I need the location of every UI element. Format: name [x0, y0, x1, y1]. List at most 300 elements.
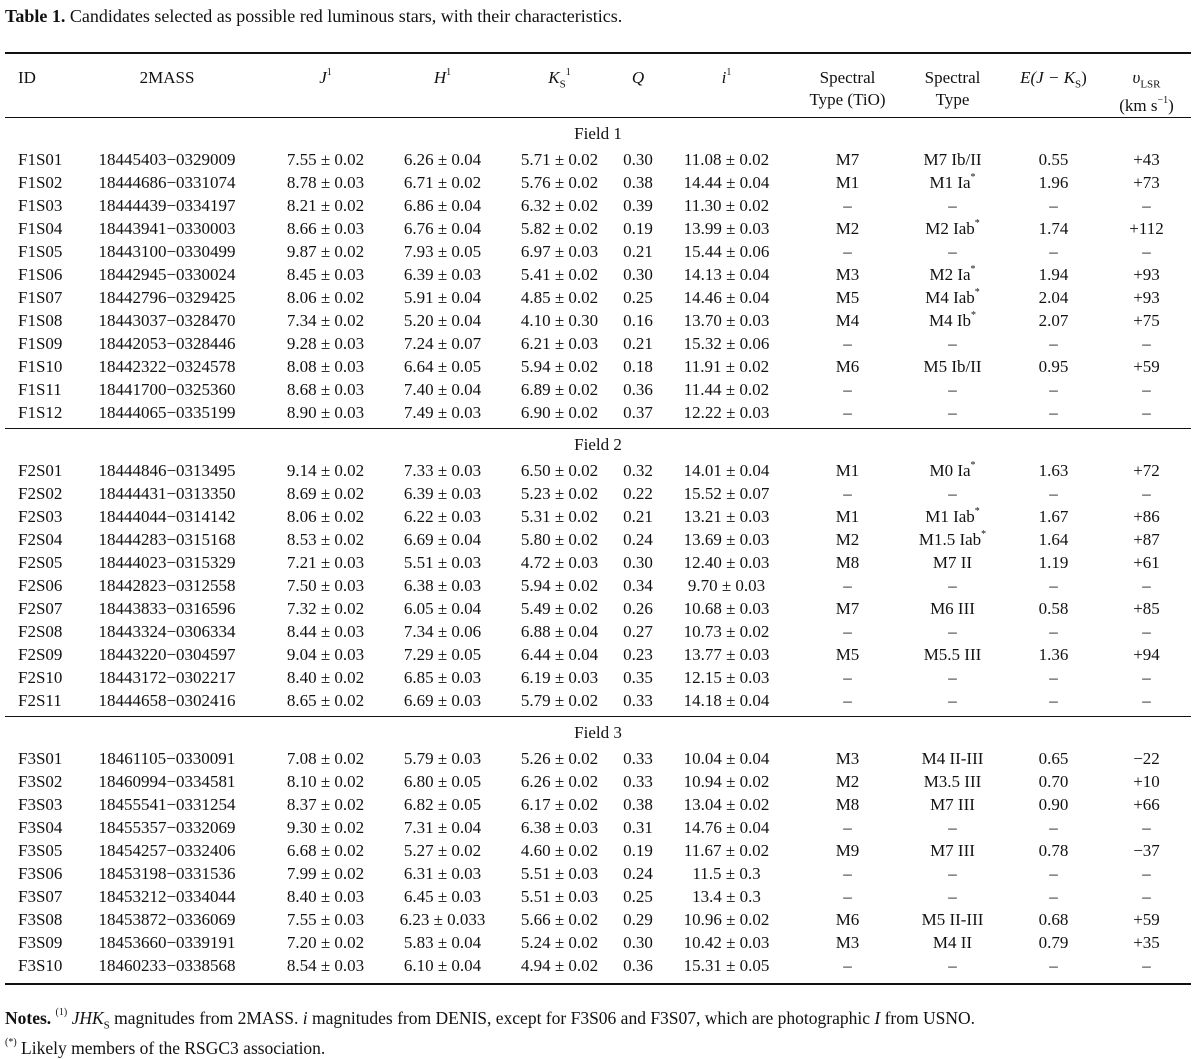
cell-ejk: – — [1049, 242, 1058, 262]
cell-q: 0.34 — [623, 576, 653, 596]
table-row — [5, 745, 1191, 770]
table-row — [5, 862, 1191, 885]
cell-i: 11.67 ± 0.02 — [683, 841, 770, 861]
cell-h: 6.69 ± 0.04 — [403, 530, 482, 550]
cell-ejk: 0.65 — [1038, 749, 1069, 769]
table-row — [5, 505, 1191, 528]
cell-ejk: 1.36 — [1038, 645, 1069, 665]
cell-ejk: – — [1049, 668, 1058, 688]
cell-sptype-tio: – — [843, 242, 852, 262]
cell-sptype-tio: – — [843, 887, 852, 907]
cell-ejk: – — [1049, 576, 1058, 596]
cell-sptype-tio: – — [843, 576, 852, 596]
cell-sptype: M1.5 Iab* — [918, 529, 987, 550]
cell-i: 13.04 ± 0.02 — [683, 795, 770, 815]
cell-id: F3S10 — [5, 954, 67, 984]
table-row — [5, 620, 1191, 643]
cell-sptype-tio: M2 — [835, 219, 860, 239]
cell-ejk: – — [1005, 689, 1102, 717]
cell-sptype-tio: – — [843, 864, 852, 884]
cell-ks: 6.89 ± 0.02 — [520, 380, 599, 400]
cell-i: 10.68 ± 0.03 — [683, 599, 770, 619]
cell-vlsr: +43 — [1133, 150, 1160, 170]
cell-2mass: 18443220−0304597 — [98, 645, 236, 665]
cell-q: 0.31 — [623, 818, 653, 838]
col-header-j: $J^1$ — [267, 53, 384, 118]
table-row — [5, 551, 1191, 574]
cell-2mass: 18444686−0331074 — [98, 173, 236, 193]
table-row — [5, 171, 1191, 194]
cell-2mass: 18442823−0312558 — [98, 576, 236, 596]
col-header-id: ID — [5, 53, 67, 118]
cell-ks: 6.90 ± 0.02 — [501, 401, 618, 429]
cell-id: F3S03 — [18, 795, 63, 815]
cell-2mass: 18453212−0334044 — [98, 887, 236, 907]
col-header-h: $H^1$ — [384, 53, 501, 118]
cell-sptype-tio: M9 — [835, 841, 860, 861]
cell-id: F2S01 — [18, 461, 63, 481]
table-caption — [5, 6, 1195, 27]
notes-i: i — [302, 1008, 308, 1028]
cell-j: 8.78 ± 0.03 — [286, 173, 365, 193]
cell-ks: 5.80 ± 0.02 — [520, 530, 599, 550]
cell-j: 8.40 ± 0.02 — [286, 668, 365, 688]
cell-sptype: – — [948, 484, 957, 504]
cell-sptype: M2 Iab* — [925, 218, 980, 239]
cell-vlsr: – — [1142, 484, 1151, 504]
cell-sptype-tio: – — [843, 484, 852, 504]
field-heading-row — [5, 429, 1191, 458]
cell-ejk: 0.70 — [1038, 772, 1069, 792]
cell-q: 0.22 — [623, 484, 653, 504]
cell-i: 14.76 ± 0.04 — [683, 818, 770, 838]
cell-ejk: 0.90 — [1038, 795, 1069, 815]
cell-ks: 5.23 ± 0.02 — [520, 484, 599, 504]
cell-sptype-tio: M1 — [835, 461, 860, 481]
cell-id: F1S05 — [18, 242, 63, 262]
cell-q: 0.33 — [623, 749, 653, 769]
cell-q: 0.26 — [623, 599, 653, 619]
cell-vlsr: – — [1102, 689, 1191, 717]
cell-j: 9.04 ± 0.03 — [286, 645, 365, 665]
cell-2mass: 18444065−0335199 — [67, 401, 267, 429]
cell-id: F1S12 — [5, 401, 67, 429]
cell-q: 0.16 — [623, 311, 653, 331]
table-row — [5, 309, 1191, 332]
cell-ejk: – — [1049, 380, 1058, 400]
cell-2mass: 18442945−0330024 — [98, 265, 236, 285]
cell-i: 10.73 ± 0.02 — [683, 622, 770, 642]
cell-ks: 6.97 ± 0.03 — [520, 242, 599, 262]
cell-ejk: – — [1049, 887, 1058, 907]
cell-h: 5.27 ± 0.02 — [403, 841, 482, 861]
field-heading-row — [5, 717, 1191, 746]
cell-ejk: 0.78 — [1038, 841, 1069, 861]
cell-sptype: M7 III — [930, 795, 975, 815]
cell-sptype: M1 Ia* — [929, 172, 976, 193]
cell-h: 6.31 ± 0.03 — [403, 864, 482, 884]
cell-h: 6.82 ± 0.05 — [403, 795, 482, 815]
col-header-q: Q — [618, 53, 658, 118]
cell-ks: 5.82 ± 0.02 — [520, 219, 599, 239]
cell-vlsr: −22 — [1133, 749, 1160, 769]
membership-marker: * — [970, 172, 976, 184]
cell-vlsr: – — [1142, 668, 1151, 688]
cell-sptype: – — [948, 380, 957, 400]
table-row — [5, 217, 1191, 240]
cell-ejk: – — [1049, 196, 1058, 216]
cell-ks: 6.26 ± 0.02 — [520, 772, 599, 792]
table-notes — [5, 1007, 1197, 1059]
cell-i: 14.44 ± 0.04 — [683, 173, 770, 193]
cell-sptype: M3.5 III — [923, 772, 982, 792]
cell-sptype: – — [948, 887, 957, 907]
cell-i: 14.13 ± 0.04 — [683, 265, 770, 285]
cell-q: 0.23 — [623, 645, 653, 665]
cell-i: 11.30 ± 0.02 — [683, 196, 770, 216]
cell-j: 8.68 ± 0.03 — [286, 380, 365, 400]
cell-ks: 5.49 ± 0.02 — [520, 599, 599, 619]
cell-ejk: 1.94 — [1038, 265, 1069, 285]
cell-sptype-tio: M4 — [835, 311, 860, 331]
cell-h: 5.20 ± 0.04 — [403, 311, 482, 331]
table-row — [5, 954, 1191, 984]
cell-j: 7.21 ± 0.03 — [286, 553, 365, 573]
cell-j: 8.53 ± 0.02 — [286, 530, 365, 550]
cell-ks: 4.72 ± 0.03 — [520, 553, 599, 573]
cell-h: 5.51 ± 0.03 — [403, 553, 482, 573]
cell-2mass: 18443833−0316596 — [98, 599, 236, 619]
cell-id: F2S09 — [18, 645, 63, 665]
cell-sptype: M4 Iab* — [925, 287, 980, 308]
cell-sptype-tio: M1 — [835, 173, 860, 193]
field-heading-row — [5, 118, 1191, 147]
cell-ks: 6.50 ± 0.02 — [520, 461, 599, 481]
cell-ejk: 0.68 — [1038, 910, 1069, 930]
table-row — [5, 666, 1191, 689]
cell-vlsr: – — [1142, 818, 1151, 838]
cell-vlsr: −37 — [1133, 841, 1160, 861]
cell-i: 13.77 ± 0.03 — [683, 645, 770, 665]
cell-ejk: 0.79 — [1038, 933, 1069, 953]
cell-vlsr: +112 — [1129, 219, 1164, 239]
table-row — [5, 528, 1191, 551]
field-heading: Field 1 — [574, 124, 622, 144]
cell-ks: 5.66 ± 0.02 — [520, 910, 599, 930]
cell-id: F2S02 — [18, 484, 63, 504]
cell-sptype: – — [948, 242, 957, 262]
cell-h: 6.76 ± 0.04 — [403, 219, 482, 239]
cell-2mass: 18444439−0334197 — [98, 196, 236, 216]
cell-q: 0.27 — [623, 622, 653, 642]
cell-sptype-tio: – — [795, 401, 900, 429]
cell-q: 0.29 — [623, 910, 653, 930]
membership-marker: * — [974, 506, 980, 518]
cell-ejk: 2.04 — [1038, 288, 1069, 308]
table-row — [5, 286, 1191, 309]
cell-vlsr: +75 — [1133, 311, 1160, 331]
cell-sptype: – — [900, 954, 1005, 984]
cell-sptype-tio: M1 — [835, 507, 860, 527]
cell-h: 7.24 ± 0.07 — [403, 334, 482, 354]
cell-j: 8.06 ± 0.02 — [286, 507, 365, 527]
membership-marker: * — [974, 287, 980, 299]
cell-id: F2S08 — [18, 622, 63, 642]
cell-ejk: – — [1049, 334, 1058, 354]
cell-sptype: – — [948, 196, 957, 216]
cell-q: 0.21 — [623, 334, 653, 354]
cell-j: 8.65 ± 0.02 — [267, 689, 384, 717]
notes-text-1a: magnitudes from 2MASS. — [109, 1008, 303, 1028]
cell-j: 8.69 ± 0.02 — [286, 484, 365, 504]
cell-ks: 6.17 ± 0.02 — [520, 795, 599, 815]
table-row — [5, 240, 1191, 263]
cell-2mass: 18443941−0330003 — [98, 219, 236, 239]
cell-h: 7.49 ± 0.03 — [384, 401, 501, 429]
cell-2mass: 18443100−0330499 — [98, 242, 236, 262]
cell-q: 0.24 — [623, 530, 653, 550]
cell-j: 8.54 ± 0.03 — [267, 954, 384, 984]
cell-j: 7.34 ± 0.02 — [286, 311, 365, 331]
cell-vlsr: +93 — [1133, 265, 1160, 285]
cell-i: 10.42 ± 0.03 — [683, 933, 770, 953]
cell-sptype-tio: – — [795, 954, 900, 984]
cell-j: 6.68 ± 0.02 — [286, 841, 365, 861]
cell-h: 7.40 ± 0.04 — [403, 380, 482, 400]
cell-ejk: 1.64 — [1038, 530, 1069, 550]
cell-2mass: 18444846−0313495 — [98, 461, 236, 481]
cell-ejk: – — [1049, 622, 1058, 642]
cell-j: 8.08 ± 0.03 — [286, 357, 365, 377]
cell-vlsr: +59 — [1133, 357, 1160, 377]
cell-sptype-tio: – — [843, 668, 852, 688]
cell-j: 8.37 ± 0.02 — [286, 795, 365, 815]
cell-h: 6.10 ± 0.04 — [384, 954, 501, 984]
cell-id: F2S06 — [18, 576, 63, 596]
cell-sptype: M1 Iab* — [925, 506, 980, 527]
cell-ks: 6.32 ± 0.02 — [520, 196, 599, 216]
cell-q: 0.33 — [618, 689, 658, 717]
cell-j: 7.20 ± 0.02 — [286, 933, 365, 953]
cell-vlsr: +61 — [1133, 553, 1160, 573]
cell-i: 13.99 ± 0.03 — [683, 219, 770, 239]
cell-2mass: 18442796−0329425 — [98, 288, 236, 308]
cell-id: F2S10 — [18, 668, 63, 688]
cell-vlsr: – — [1142, 864, 1151, 884]
cell-vlsr: +86 — [1133, 507, 1160, 527]
cell-ejk: 0.95 — [1038, 357, 1069, 377]
cell-2mass: 18444431−0313350 — [98, 484, 236, 504]
cell-h: 6.86 ± 0.04 — [403, 196, 482, 216]
cell-sptype-tio: M6 — [835, 910, 860, 930]
cell-sptype: – — [948, 864, 957, 884]
cell-ks: 5.31 ± 0.02 — [520, 507, 599, 527]
cell-id: F2S07 — [18, 599, 63, 619]
cell-id: F3S01 — [18, 749, 63, 769]
cell-sptype-tio: M5 — [835, 288, 860, 308]
table-row — [5, 839, 1191, 862]
notes-jhk: JHK — [71, 1008, 104, 1028]
cell-h: 6.05 ± 0.04 — [403, 599, 482, 619]
cell-ejk: 1.63 — [1038, 461, 1069, 481]
cell-ejk: – — [1005, 954, 1102, 984]
cell-id: F2S03 — [18, 507, 63, 527]
field-heading: Field 2 — [574, 435, 622, 455]
cell-j: 8.45 ± 0.03 — [286, 265, 365, 285]
cell-i: 11.5 ± 0.3 — [692, 864, 761, 884]
cell-sptype: M5 Ib/II — [923, 357, 982, 377]
cell-q: 0.36 — [623, 380, 653, 400]
cell-i: 12.22 ± 0.03 — [658, 401, 795, 429]
cell-sptype-tio: M2 — [835, 530, 860, 550]
cell-h: 6.23 ± 0.033 — [399, 910, 486, 930]
cell-sptype-tio: M7 — [835, 150, 860, 170]
cell-i: 14.18 ± 0.04 — [658, 689, 795, 717]
cell-q: 0.19 — [623, 841, 653, 861]
table-row — [5, 457, 1191, 482]
cell-id: F1S01 — [18, 150, 63, 170]
notes-I: I — [874, 1008, 881, 1028]
cell-id: F1S03 — [18, 196, 63, 216]
table-row — [5, 597, 1191, 620]
cell-q: 0.19 — [623, 219, 653, 239]
cell-i: 9.70 ± 0.03 — [687, 576, 766, 596]
table-row — [5, 689, 1191, 717]
notes-text-2: Likely members of the RSGC3 association. — [16, 1037, 326, 1058]
cell-q: 0.39 — [623, 196, 653, 216]
cell-2mass: 18453660−0339191 — [98, 933, 236, 953]
cell-2mass: 18454257−0332406 — [98, 841, 236, 861]
cell-id: F3S08 — [18, 910, 63, 930]
cell-ejk: – — [1049, 484, 1058, 504]
col-header-ks: $K_S^1$ — [501, 53, 618, 118]
cell-sptype-tio: M8 — [835, 795, 860, 815]
field-1-group — [5, 118, 1191, 429]
cell-ks: 4.94 ± 0.02 — [501, 954, 618, 984]
cell-sptype: M7 II — [932, 553, 973, 573]
col-header-ejk: $E(J - K_S)$ — [1005, 53, 1102, 118]
cell-j: 7.99 ± 0.02 — [286, 864, 365, 884]
cell-j: 8.10 ± 0.02 — [286, 772, 365, 792]
notes-text-1b: magnitudes from DENIS, except for F3S06 and F3S07, which are photographic — [307, 1008, 875, 1028]
cell-vlsr: – — [1102, 954, 1191, 984]
table-row — [5, 770, 1191, 793]
cell-sptype-tio: M7 — [835, 599, 860, 619]
cell-q: 0.35 — [623, 668, 653, 688]
cell-2mass: 18455541−0331254 — [98, 795, 236, 815]
cell-id: F1S06 — [18, 265, 63, 285]
cell-id: F1S09 — [18, 334, 63, 354]
cell-vlsr: – — [1142, 622, 1151, 642]
cell-h: 6.85 ± 0.03 — [403, 668, 482, 688]
cell-ks: 5.24 ± 0.02 — [520, 933, 599, 953]
cell-h: 7.29 ± 0.05 — [403, 645, 482, 665]
cell-q: 0.25 — [623, 887, 653, 907]
cell-h: 6.38 ± 0.03 — [403, 576, 482, 596]
cell-h: 7.93 ± 0.05 — [403, 242, 482, 262]
cell-q: 0.38 — [623, 173, 653, 193]
cell-i: 13.70 ± 0.03 — [683, 311, 770, 331]
cell-id: F2S05 — [18, 553, 63, 573]
cell-vlsr: – — [1142, 380, 1151, 400]
membership-marker: * — [971, 310, 977, 322]
cell-q: 0.32 — [623, 461, 653, 481]
note-marker-1: (1) — [55, 1007, 68, 1018]
table-row — [5, 263, 1191, 286]
cell-sptype: M5.5 III — [923, 645, 982, 665]
membership-marker: * — [970, 460, 976, 472]
note-marker-2: (*) — [5, 1036, 17, 1048]
cell-sptype: M5 II-III — [921, 910, 984, 930]
cell-sptype-tio: M5 — [835, 645, 860, 665]
cell-2mass: 18453198−0331536 — [98, 864, 236, 884]
table-row — [5, 793, 1191, 816]
cell-q: 0.30 — [623, 150, 653, 170]
cell-j: 8.21 ± 0.02 — [286, 196, 365, 216]
cell-ks: 5.76 ± 0.02 — [520, 173, 599, 193]
cell-ks: 6.21 ± 0.03 — [520, 334, 599, 354]
cell-h: 6.39 ± 0.03 — [403, 484, 482, 504]
cell-j: 8.90 ± 0.03 — [267, 401, 384, 429]
cell-h: 6.22 ± 0.03 — [403, 507, 482, 527]
cell-q: 0.38 — [623, 795, 653, 815]
cell-vlsr: +87 — [1133, 530, 1160, 550]
cell-ejk: 1.19 — [1038, 553, 1069, 573]
cell-2mass: 18461105−0330091 — [98, 749, 236, 769]
cell-sptype: M6 III — [930, 599, 975, 619]
cell-j: 9.87 ± 0.02 — [286, 242, 365, 262]
cell-i: 13.69 ± 0.03 — [683, 530, 770, 550]
cell-sptype: – — [948, 818, 957, 838]
cell-ejk: 2.07 — [1038, 311, 1069, 331]
table-row — [5, 885, 1191, 908]
cell-vlsr: – — [1142, 242, 1151, 262]
cell-h: 6.64 ± 0.05 — [403, 357, 482, 377]
cell-vlsr: – — [1102, 401, 1191, 429]
cell-h: 7.34 ± 0.06 — [403, 622, 482, 642]
cell-2mass: 18444044−0314142 — [98, 507, 236, 527]
cell-id: F3S09 — [18, 933, 63, 953]
cell-i: 14.01 ± 0.04 — [683, 461, 770, 481]
cell-sptype-tio: M3 — [835, 265, 860, 285]
table-row — [5, 401, 1191, 429]
table-row — [5, 355, 1191, 378]
cell-ks: 4.60 ± 0.02 — [520, 841, 599, 861]
cell-sptype: – — [948, 576, 957, 596]
cell-ks: 4.10 ± 0.30 — [520, 311, 599, 331]
cell-ks: 5.26 ± 0.02 — [520, 749, 599, 769]
cell-ks: 6.88 ± 0.04 — [520, 622, 599, 642]
cell-id: F2S04 — [18, 530, 63, 550]
cell-i: 13.21 ± 0.03 — [683, 507, 770, 527]
cell-sptype-tio: M8 — [835, 553, 860, 573]
cell-q: 0.24 — [623, 864, 653, 884]
cell-i: 11.44 ± 0.02 — [683, 380, 770, 400]
cell-sptype: – — [948, 622, 957, 642]
cell-ks: 5.41 ± 0.02 — [520, 265, 599, 285]
cell-j: 7.32 ± 0.02 — [286, 599, 365, 619]
cell-q: 0.36 — [618, 954, 658, 984]
table-row — [5, 643, 1191, 666]
cell-ks: 5.71 ± 0.02 — [520, 150, 599, 170]
cell-id: F2S11 — [5, 689, 67, 717]
cell-2mass: 18444283−0315168 — [98, 530, 236, 550]
cell-id: F3S04 — [18, 818, 63, 838]
cell-ejk: 1.74 — [1038, 219, 1069, 239]
cell-ejk: 0.55 — [1038, 150, 1069, 170]
cell-ks: 5.94 ± 0.02 — [520, 357, 599, 377]
table-row — [5, 908, 1191, 931]
